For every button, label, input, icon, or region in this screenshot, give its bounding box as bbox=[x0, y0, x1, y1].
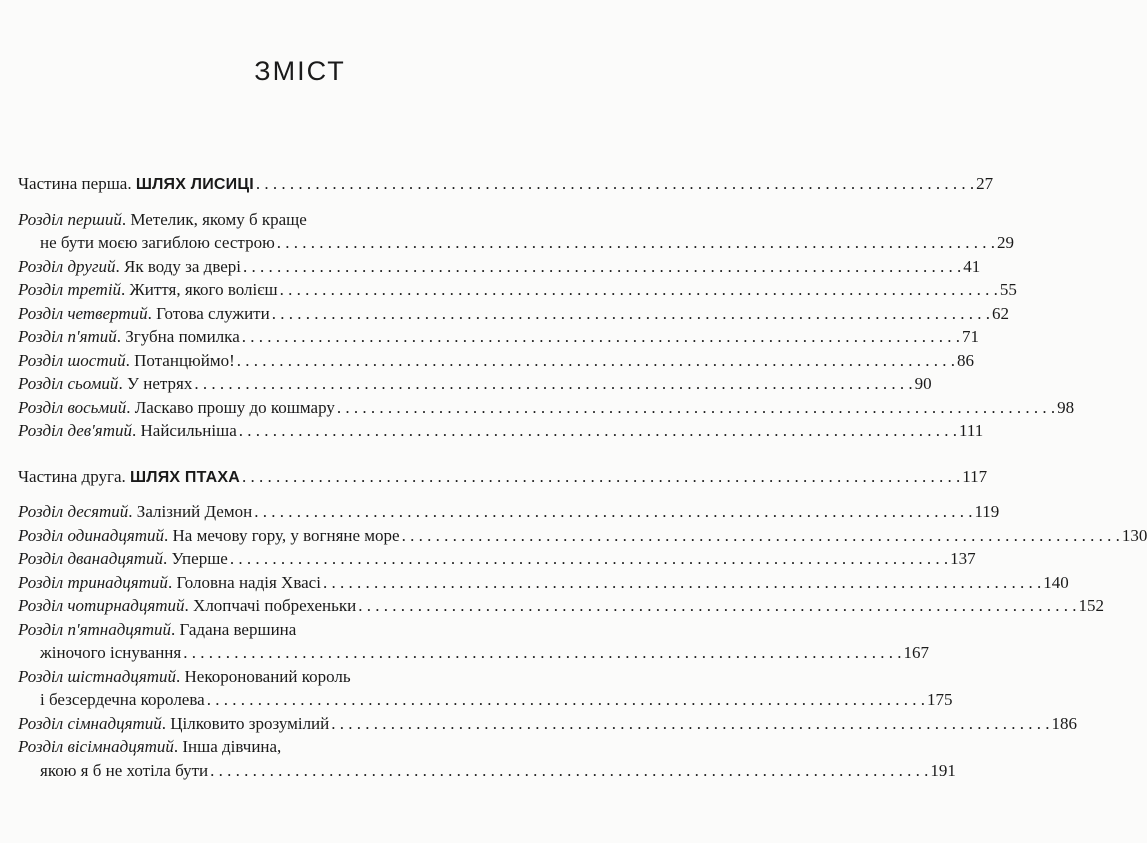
chapter-label: Розділ шістнадцятий bbox=[18, 666, 177, 686]
chapter-label: Розділ десятий bbox=[18, 502, 129, 521]
dot-leader bbox=[210, 759, 928, 783]
page-number: 152 bbox=[1078, 596, 1104, 615]
chapter-label: Розділ дванадцятий bbox=[18, 549, 164, 568]
toc-chapter-12[interactable] bbox=[18, 547, 976, 571]
chapter-title: . Найсильніша bbox=[132, 421, 237, 440]
dot-leader bbox=[237, 349, 955, 373]
chapter-title: . Метелик, якому б краще bbox=[121, 209, 307, 229]
chapter-label: Розділ п'ятий bbox=[18, 327, 117, 346]
chapter-title: . Гадана вершина bbox=[170, 619, 297, 639]
chapter-label: Розділ перший bbox=[18, 209, 122, 229]
page-number: 29 bbox=[997, 233, 1015, 252]
chapter-label: Розділ третій bbox=[18, 280, 122, 299]
chapter-label: Розділ четвертий bbox=[18, 303, 148, 323]
page-number: 55 bbox=[999, 280, 1017, 299]
dot-leader bbox=[194, 372, 912, 396]
part-name: ШЛЯХ ЛИСИЦІ bbox=[135, 176, 254, 193]
dot-leader bbox=[242, 465, 960, 489]
dot-leader bbox=[230, 547, 948, 571]
dot-leader bbox=[323, 571, 1041, 595]
dot-leader bbox=[277, 231, 995, 255]
chapter-title: . Готова служити bbox=[147, 303, 270, 323]
chapter-label: Розділ п'ятнадцятий bbox=[18, 619, 171, 639]
dot-leader bbox=[207, 688, 925, 712]
chapter-title: . Залізний Демон bbox=[128, 502, 253, 521]
part-label: Частина перша. bbox=[18, 174, 136, 193]
toc-chapter-13[interactable] bbox=[18, 571, 1069, 595]
page-number: 137 bbox=[950, 549, 976, 568]
chapter-title: . Головна надія Хвасі bbox=[167, 572, 321, 592]
chapter-title: . Некоронований король bbox=[176, 666, 351, 686]
dot-leader bbox=[256, 172, 974, 196]
dot-leader bbox=[272, 302, 990, 326]
toc-chapter-7[interactable] bbox=[18, 372, 932, 396]
chapter-title: . На мечову гору, у вогняне море bbox=[164, 525, 400, 545]
page-number: 119 bbox=[974, 502, 1000, 521]
toc-chapter-5[interactable] bbox=[18, 325, 979, 349]
page-number: 191 bbox=[930, 760, 956, 780]
toc-chapter-2[interactable] bbox=[18, 255, 981, 279]
toc-part-1[interactable] bbox=[18, 172, 994, 196]
page-number: 111 bbox=[959, 421, 984, 440]
chapter-label: Розділ шостий bbox=[18, 350, 126, 370]
chapter-title: . Потанцюймо! bbox=[125, 350, 235, 370]
toc-chapter-17[interactable] bbox=[18, 712, 1077, 736]
toc-chapter-18[interactable] bbox=[18, 735, 956, 782]
part-name: ШЛЯХ ПТАХА bbox=[130, 468, 240, 486]
part-label: Частина друга. bbox=[18, 466, 131, 486]
chapter-title: . Уперше bbox=[163, 549, 228, 568]
chapter-title: . Життя, якого волієш bbox=[121, 280, 278, 299]
toc-chapter-6[interactable] bbox=[18, 349, 975, 373]
chapter-title: . Хлопчачі побрехеньки bbox=[184, 596, 357, 615]
chapter-label: Розділ другий bbox=[18, 256, 116, 276]
toc-chapter-9[interactable] bbox=[18, 419, 984, 443]
dot-leader bbox=[254, 500, 972, 524]
chapter-label: Розділ одинадцятий bbox=[18, 525, 165, 545]
chapter-title: . Інша дівчина, bbox=[173, 737, 282, 756]
toc-chapter-11[interactable] bbox=[18, 524, 1147, 548]
chapter-title-continued: і безсердечна королева bbox=[40, 690, 205, 709]
toc-chapter-10[interactable] bbox=[18, 500, 1000, 524]
chapter-label: Розділ тринадцятий bbox=[18, 572, 168, 592]
dot-leader bbox=[243, 255, 961, 279]
chapter-title-continued: якою я б не хотіла бути bbox=[40, 760, 209, 780]
dot-leader bbox=[358, 594, 1076, 618]
dot-leader bbox=[337, 396, 1055, 420]
page-title: ЗМІСТ bbox=[254, 56, 346, 86]
page-number: 140 bbox=[1043, 572, 1069, 592]
page-number: 90 bbox=[914, 374, 932, 393]
chapter-title: . Цілковито зрозумілий bbox=[161, 713, 330, 733]
toc-chapter-8[interactable] bbox=[18, 396, 1075, 420]
page-number: 167 bbox=[903, 643, 929, 662]
page-number: 130 bbox=[1121, 525, 1147, 545]
dot-leader bbox=[239, 419, 957, 443]
page-number: 71 bbox=[961, 327, 979, 346]
chapter-label: Розділ сьомий bbox=[18, 374, 119, 393]
page-number: 41 bbox=[963, 256, 981, 276]
page-number: 117 bbox=[962, 466, 988, 486]
dot-leader bbox=[402, 524, 1120, 548]
chapter-label: Розділ дев'ятий bbox=[18, 421, 132, 440]
page-number: 98 bbox=[1057, 397, 1075, 417]
chapter-title: . Згубна помилка bbox=[116, 327, 240, 346]
chapter-title-continued: жіночого існування bbox=[40, 643, 182, 662]
toc-chapter-4[interactable] bbox=[18, 302, 1009, 326]
page-number: 175 bbox=[926, 690, 953, 709]
section-spacer bbox=[18, 443, 564, 465]
chapter-label: Розділ чотирнадцятий bbox=[18, 596, 185, 615]
toc-chapter-14[interactable] bbox=[18, 594, 1104, 618]
chapter-title: . Ласкаво прошу до кошмару bbox=[126, 397, 335, 417]
chapter-label: Розділ восьмий bbox=[18, 397, 127, 417]
chapter-title: . Як воду за двері bbox=[115, 256, 242, 276]
page-number: 86 bbox=[957, 350, 975, 370]
dot-leader bbox=[280, 278, 998, 302]
dot-leader bbox=[242, 325, 960, 349]
dot-leader bbox=[331, 712, 1049, 736]
toc-chapter-15[interactable] bbox=[18, 618, 929, 665]
chapter-title: . У нетрях bbox=[118, 374, 193, 393]
page-number: 27 bbox=[976, 174, 994, 193]
chapter-label: Розділ сімнадцятий bbox=[18, 713, 162, 733]
page-number: 62 bbox=[991, 303, 1009, 323]
dot-leader bbox=[183, 641, 901, 665]
table-of-contents bbox=[18, 172, 1147, 782]
toc-part-2[interactable] bbox=[18, 465, 988, 489]
toc-chapter-16[interactable] bbox=[18, 665, 953, 712]
page-number: 186 bbox=[1051, 713, 1077, 733]
chapter-title-continued: не бути моєю загиблою сестрою bbox=[40, 233, 275, 252]
toc-chapter-1[interactable] bbox=[18, 208, 1015, 255]
chapter-label: Розділ вісімнадцятий bbox=[18, 737, 174, 756]
toc-chapter-3[interactable] bbox=[18, 278, 1017, 302]
